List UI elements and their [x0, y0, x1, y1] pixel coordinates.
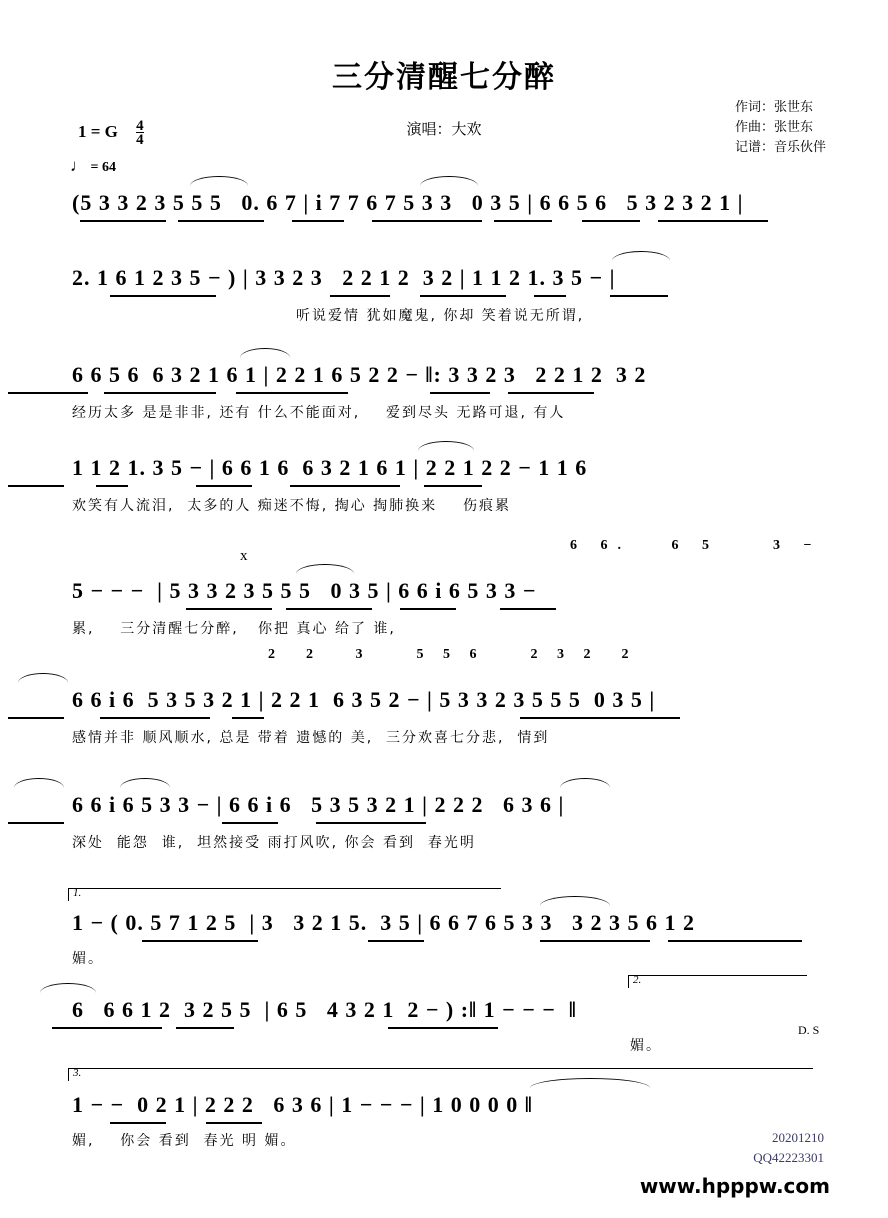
beam — [372, 220, 482, 222]
system-8-notes: 1 − ( 0. 5 7 1 2 5 | 3 3 2 1 5. 3 5 | 6 6 7 6 5 3 3 3 2 3 5 6 1 2 — [72, 910, 696, 935]
beam — [610, 295, 668, 297]
beam — [500, 608, 556, 610]
beam — [104, 392, 216, 394]
beam — [368, 940, 424, 942]
ending-bracket-3 — [68, 1068, 813, 1081]
system-3-notes: 6 6 5 6 6 3 2 1 6 1 | 2 2 1 6 5 2 2 − ‖: 3 3 2 3 2 2 1 2 3 2 — [72, 362, 647, 387]
system-1-notes: (5 3 3 2 3 5 5 5 0. 6 7 | i 7 7 6 7 5 3 3 0 3 5 | 6 6 5 6 5 3 2 3 2 1 | — [72, 190, 744, 215]
beam — [110, 1122, 166, 1124]
slur — [14, 778, 64, 788]
beam — [100, 717, 210, 719]
system-2-lyrics: 听说爱情 犹如魔鬼, 你却 笑着说无所谓, — [296, 308, 585, 324]
singer-label: 演唱：大欢 — [406, 120, 482, 138]
system-5-notes: 5 − − − | 5 3 3 2 3 5 5 5 0 3 5 | 6 6 i 6 5 3 3 − — [72, 578, 537, 603]
slur — [240, 348, 290, 358]
beam — [292, 220, 344, 222]
beam — [534, 295, 566, 297]
system-4-lyrics: 欢笑有人流泪, 太多的人 痴迷不悔, 掏心 掏肺换来 伤痕累 — [72, 498, 511, 514]
beam — [232, 717, 264, 719]
beam — [8, 717, 64, 719]
slur — [418, 441, 474, 451]
system-7-notes: 6 6 i 6 5 3 3 − | 6 6 i 6 5 3 5 3 2 1 | 2 2 2 6 3 6 | — [72, 792, 565, 817]
system-6-notes: 6 6 i 6 5 3 5 3 2 1 | 2 2 1 6 3 5 2 − | 5 3 3 2 3 5 5 5 0 3 5 | — [72, 687, 656, 712]
system-3-lyrics: 经历太多 是是非非, 还有 什么不能面对, 爱到尽头 无路可退, 有人 — [72, 405, 566, 421]
beam — [8, 392, 88, 394]
beam — [520, 717, 680, 719]
system-10-lyrics: 媚, 你会 看到 春光 明 媚。 — [72, 1133, 297, 1149]
slur — [120, 778, 170, 788]
beam — [80, 220, 166, 222]
ds-marking: D. S — [798, 1023, 820, 1037]
slur — [40, 983, 96, 993]
beam — [424, 485, 482, 487]
beam — [430, 392, 490, 394]
slur — [18, 673, 68, 683]
system-7-lyrics: 深处 能怨 谁, 坦然接受 雨打风吹, 你会 看到 春光明 — [72, 835, 476, 851]
beam — [110, 295, 216, 297]
credits-block — [735, 98, 826, 158]
system-5-lyrics: 累, 三分清醒七分醉, 你把 真心 给了 谁, — [72, 621, 396, 637]
segno-icon: x — [240, 548, 248, 564]
system-9-lyrics: 媚。 — [630, 1038, 662, 1054]
beam — [8, 822, 64, 824]
ending-label-3: 3. — [73, 1067, 82, 1079]
watermark-url: www.hpppw.com — [639, 1174, 830, 1198]
beam — [508, 392, 594, 394]
tempo-marking — [70, 156, 116, 176]
beam — [494, 220, 552, 222]
system-5-small-notes: 6 6. 6 5 3 − — [570, 538, 822, 553]
time-signature-numerator: 4 — [136, 118, 144, 134]
beam — [236, 392, 348, 394]
beam — [96, 485, 128, 487]
system-4-notes: 1 1 2 1. 3 5 − | 6 6 1 6 6 3 2 1 6 1 | 2 2 1 2 2 − 1 1 6 — [72, 455, 588, 480]
system-9-notes: 6 6 6 1 2 3 2 5 5 | 6 5 4 3 2 1 2 − ) :‖ 1 − − − ‖ — [72, 997, 577, 1022]
credit-composer: 作曲：张世东 — [734, 120, 813, 135]
beam — [176, 1027, 234, 1029]
beam — [330, 295, 390, 297]
system-6-lyrics: 感情并非 顺风顺水, 总是 带着 遗憾的 美, 三分欢喜七分悲, 情到 — [72, 730, 550, 746]
slur — [190, 176, 248, 186]
system-8-lyrics: 媚。 — [72, 951, 104, 967]
beam — [222, 822, 278, 824]
beam — [178, 220, 264, 222]
beam — [420, 295, 506, 297]
beam — [142, 940, 258, 942]
beam — [582, 220, 640, 222]
beam — [388, 1027, 498, 1029]
credit-lyricist: 作词：张世东 — [734, 100, 813, 115]
footer-date: 20201210 — [772, 1130, 824, 1145]
footer-qq: QQ42223301 — [753, 1150, 824, 1165]
slur — [612, 251, 670, 261]
beam — [196, 485, 252, 487]
tempo-value: = 64 — [90, 160, 116, 175]
beam — [52, 1027, 162, 1029]
time-signature — [136, 120, 144, 146]
system-2-notes: 2. 1 6 1 2 3 5 − ) | 3 3 2 3 2 2 1 2 3 2 | 1 1 2 1. 3 5 − | — [72, 265, 616, 290]
slur — [420, 176, 478, 186]
ending-bracket-1 — [68, 888, 501, 901]
beam — [206, 1122, 262, 1124]
beam — [400, 608, 456, 610]
quarter-note-icon: ♩ — [70, 156, 87, 175]
credit-transcriber: 记谱：音乐伙伴 — [734, 140, 826, 155]
beam — [658, 220, 768, 222]
ending-bracket-2 — [628, 975, 807, 988]
time-signature-denominator: 4 — [136, 132, 144, 148]
beam — [286, 608, 372, 610]
slur — [540, 896, 610, 906]
system-6-small-notes: 2 2 3 5 5 6 2 3 2 2 — [268, 647, 637, 662]
beam — [290, 485, 400, 487]
system-10-notes: 1 − − 0 2 1 | 2 2 2 6 3 6 | 1 − − − | 1 0 0 0 0 ‖ — [72, 1092, 533, 1117]
beam — [186, 608, 272, 610]
key-signature-text: 1 = G — [78, 121, 118, 141]
ending-label-2: 2. — [633, 974, 642, 986]
beam — [540, 940, 650, 942]
page-title: 三分清醒七分醉 — [332, 60, 556, 95]
key-signature — [78, 120, 144, 146]
beam — [8, 485, 64, 487]
ending-label-1: 1. — [73, 887, 82, 899]
beam — [668, 940, 802, 942]
slur — [296, 564, 354, 574]
slur — [560, 778, 610, 788]
beam — [316, 822, 426, 824]
